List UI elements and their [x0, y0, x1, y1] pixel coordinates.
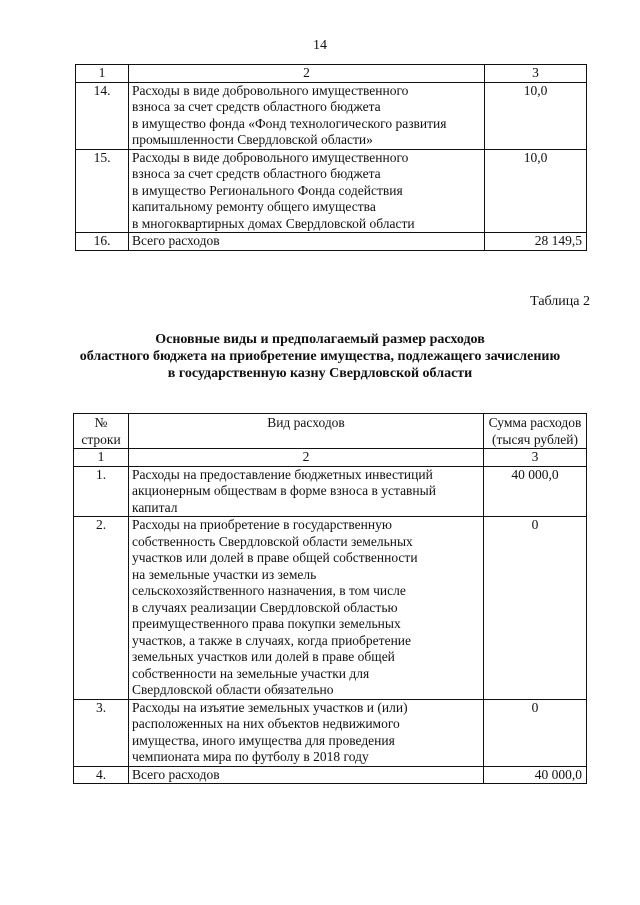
row-number: 16. [76, 233, 129, 251]
description-line: преимущественного права покупки земельных [132, 616, 401, 631]
table-row [76, 149, 587, 233]
index-cell-1: 1 [74, 449, 129, 467]
description-line: капитальному ремонту общего имущества [132, 199, 376, 214]
table-2-title [0, 331, 640, 382]
index-cell-2: 2 [129, 65, 485, 83]
description-line: взноса за счет средств областного бюджета [132, 99, 381, 114]
row-amount: 40 000,0 [484, 466, 587, 517]
row-amount: 10,0 [485, 82, 587, 149]
title-line: в государственную казну Свердловской области [167, 366, 473, 381]
table-row [74, 766, 587, 784]
row-number: 1. [74, 466, 129, 517]
description-line: Свердловской области обязательно [132, 682, 334, 697]
description-line: в многоквартирных домах Свердловской области [132, 215, 415, 231]
description-line: земельных участков или долей в праве общей [132, 649, 395, 664]
row-number: 2. [74, 517, 129, 700]
description-line: собственности на земельные участки для [132, 665, 370, 681]
description-line: Расходы на приобретение в государственную [132, 517, 392, 532]
description-line: взноса за счет средств областного бюджета [132, 166, 381, 181]
description-line: Расходы в виде добровольного имущественного [132, 149, 409, 165]
row-description [129, 149, 485, 233]
col-header-num-line: строки [81, 431, 121, 447]
description-line: в имущество Регионального Фонда содействия [132, 182, 403, 198]
table-1-continued [75, 64, 587, 251]
row-number: 3. [74, 699, 129, 766]
row-amount: 0 [484, 517, 587, 700]
col-header-desc: Вид расходов [129, 414, 484, 449]
description-line: собственность Свердловской области земельных [132, 533, 413, 549]
table-2-body [74, 414, 587, 784]
title-line: Основные виды и предполагаемый размер расходов [155, 332, 485, 347]
description-line: Всего расходов [132, 233, 220, 248]
table-2-label: Таблица 2 [530, 294, 590, 309]
row-amount: 28 149,5 [485, 233, 587, 251]
table-1-body [76, 65, 587, 251]
table-row [74, 699, 587, 766]
description-line: участков или долей в праве общей собственности [132, 550, 418, 565]
description-line: участков, а также в случаях, когда приобретение [132, 632, 412, 648]
description-line: сельскохозяйственного назначения, в том числе [132, 583, 406, 598]
row-description [129, 82, 485, 149]
row-number: 14. [76, 82, 129, 149]
description-line: промышленности Свердловской области» [132, 132, 373, 147]
col-header-amount-line: Сумма расходов [488, 415, 582, 430]
table-row [74, 517, 587, 700]
row-description [129, 466, 484, 517]
row-amount: 40 000,0 [484, 766, 587, 784]
index-cell-3: 3 [485, 65, 587, 83]
col-header-num [74, 414, 129, 449]
row-description [129, 233, 485, 251]
description-line: Расходы на изъятие земельных участков и (или) [132, 699, 408, 715]
description-line: Всего расходов [132, 766, 220, 782]
index-cell-2: 2 [129, 449, 484, 467]
index-cell-3: 3 [484, 449, 587, 467]
row-description [129, 699, 484, 766]
row-amount: 0 [484, 699, 587, 766]
row-number: 15. [76, 149, 129, 233]
title-line: областного бюджета на приобретение имущества, подлежащего зачислению [79, 349, 561, 364]
index-cell-1: 1 [76, 65, 129, 83]
table-row [74, 466, 587, 517]
col-header-amount-line: (тысяч рублей) [492, 431, 578, 447]
description-line: на земельные участки из земель [132, 566, 317, 582]
col-header-num-line: № [94, 415, 108, 430]
row-description [129, 517, 484, 700]
table-2-index-row [74, 449, 587, 467]
description-line: Расходы на предоставление бюджетных инвестиций [132, 466, 433, 482]
table-2 [73, 413, 587, 784]
description-line: Расходы в виде добровольного имущественного [132, 82, 409, 98]
description-line: капитал [132, 499, 178, 515]
table-1-index-row [76, 65, 587, 83]
table-row [76, 82, 587, 149]
description-line: в случаях реализации Свердловской областью [132, 599, 398, 615]
col-header-amount [484, 414, 587, 449]
description-line: акционерным обществам в форме взноса в уставный [132, 483, 436, 498]
description-line: в имущество фонда «Фонд технологического развития [132, 115, 447, 131]
table-row [76, 233, 587, 251]
page-number: 14 [313, 38, 327, 53]
row-description [129, 766, 484, 784]
description-line: имущества, иного имущества для проведения [132, 732, 395, 748]
row-amount: 10,0 [485, 149, 587, 233]
description-line: расположенных на них объектов недвижимого [132, 716, 400, 731]
description-line: чемпионата мира по футболу в 2018 году [132, 749, 369, 764]
row-number: 4. [74, 766, 129, 784]
table-2-header-row [74, 414, 587, 449]
